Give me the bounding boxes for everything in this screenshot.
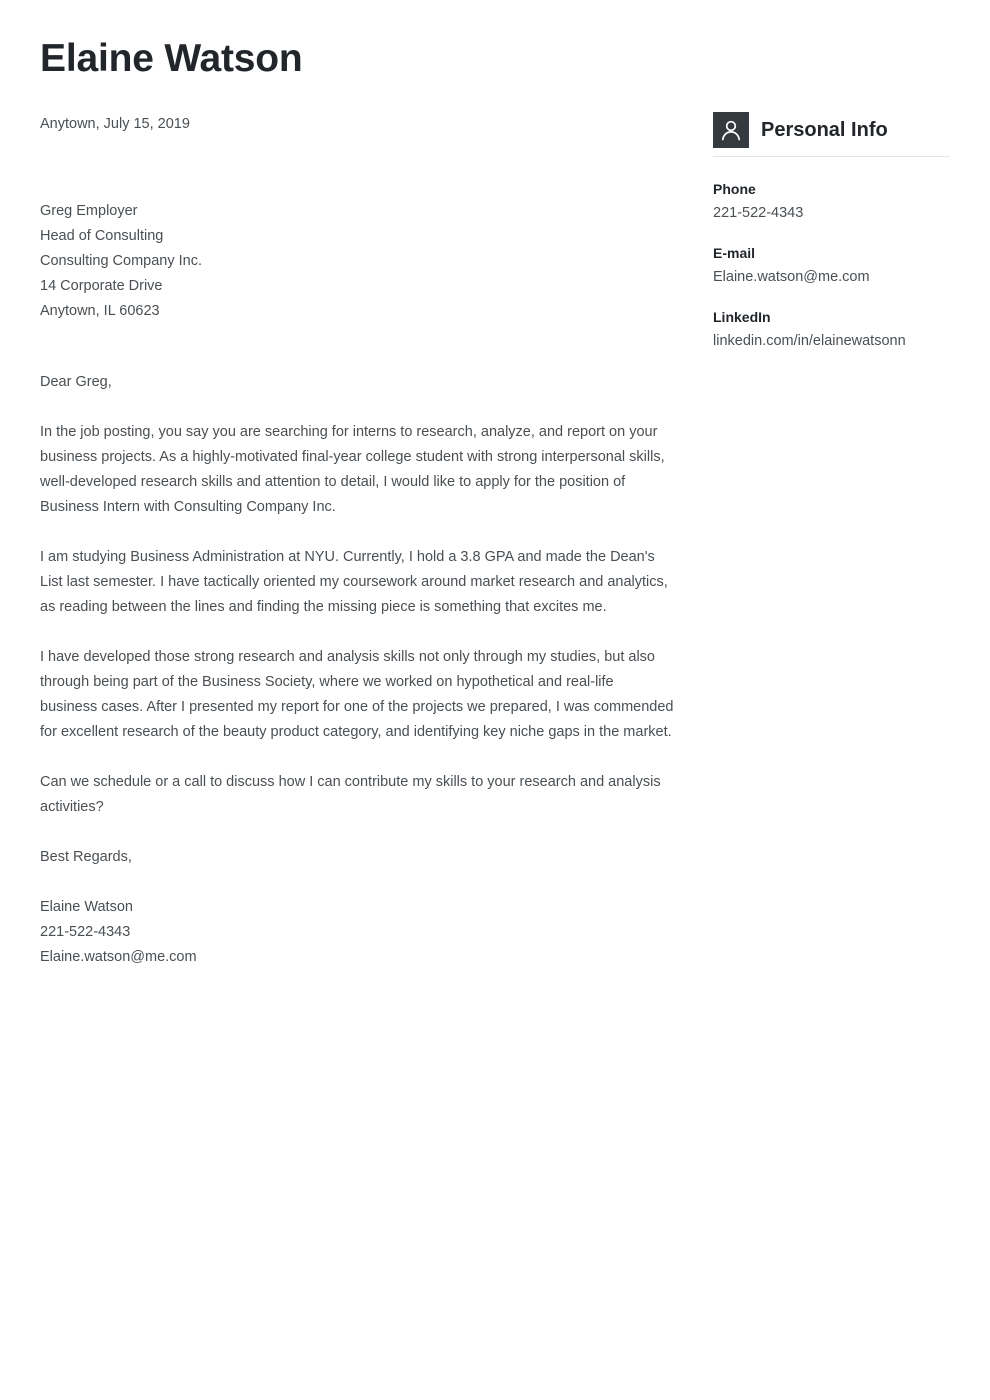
contact-label: LinkedIn (713, 309, 771, 325)
sidebar-heading-row (713, 112, 950, 157)
closing-line: Best Regards, (40, 849, 132, 865)
contact-item-email (713, 243, 950, 287)
personal-info-sidebar (713, 112, 950, 351)
letter-paragraph-4: Can we schedule or a call to discuss how I can contribute my skills to your research and analysis activities? (40, 774, 661, 815)
signature-block (40, 895, 674, 970)
salutation: Dear Greg, (40, 374, 112, 390)
letter-body (40, 199, 674, 970)
signature-email: Elaine.watson@me.com (40, 949, 197, 965)
letter-paragraph-1: In the job posting, you say you are searching for interns to research, analyze, and report on your business projects. As a highly-motivated final-year college student with strong interpersonal skills, well-developed research skills and attention to detail, I would like to apply for the position of Business Intern with Consulting Company Inc. (40, 424, 665, 515)
contact-value: 221-522-4343 (713, 205, 804, 221)
contact-label: Phone (713, 181, 756, 197)
contact-info-list (713, 179, 950, 351)
contact-value: linkedin.com/in/elainewatsonn (713, 333, 906, 349)
address-line: Head of Consulting (40, 228, 164, 244)
address-line: Anytown, IL 60623 (40, 303, 160, 319)
recipient-address-block (40, 199, 674, 324)
letter-paragraph-3: I have developed those strong research and analysis skills not only through my studies, but also through being part of the Business Society, where we worked on hypothetical and real-life business cases. After I presented my report for one of the projects we prepared, I was commended for excellent research of the beauty product category, and identifying key niche gaps in the market. (40, 649, 674, 740)
signature-phone: 221-522-4343 (40, 924, 131, 940)
sidebar-heading: Personal Info (761, 119, 888, 141)
letter-header (40, 36, 740, 82)
contact-label: E-mail (713, 245, 756, 261)
address-line: Greg Employer (40, 203, 138, 219)
person-icon (713, 112, 749, 148)
address-line: Consulting Company Inc. (40, 253, 202, 269)
contact-value: Elaine.watson@me.com (713, 269, 870, 285)
signature-name: Elaine Watson (40, 899, 133, 915)
page-title: Elaine Watson (40, 37, 303, 80)
contact-item-phone (713, 179, 950, 223)
address-line: 14 Corporate Drive (40, 278, 163, 294)
date-line: Anytown, July 15, 2019 (40, 116, 190, 132)
letter-paragraph-2: I am studying Business Administration at NYU. Currently, I hold a 3.8 GPA and made the Dean's List last semester. I have tactically oriented my coursework around market research and analytics, as reading between the lines and finding the missing piece is something that excites me. (40, 549, 668, 615)
contact-item-linkedin (713, 307, 950, 351)
